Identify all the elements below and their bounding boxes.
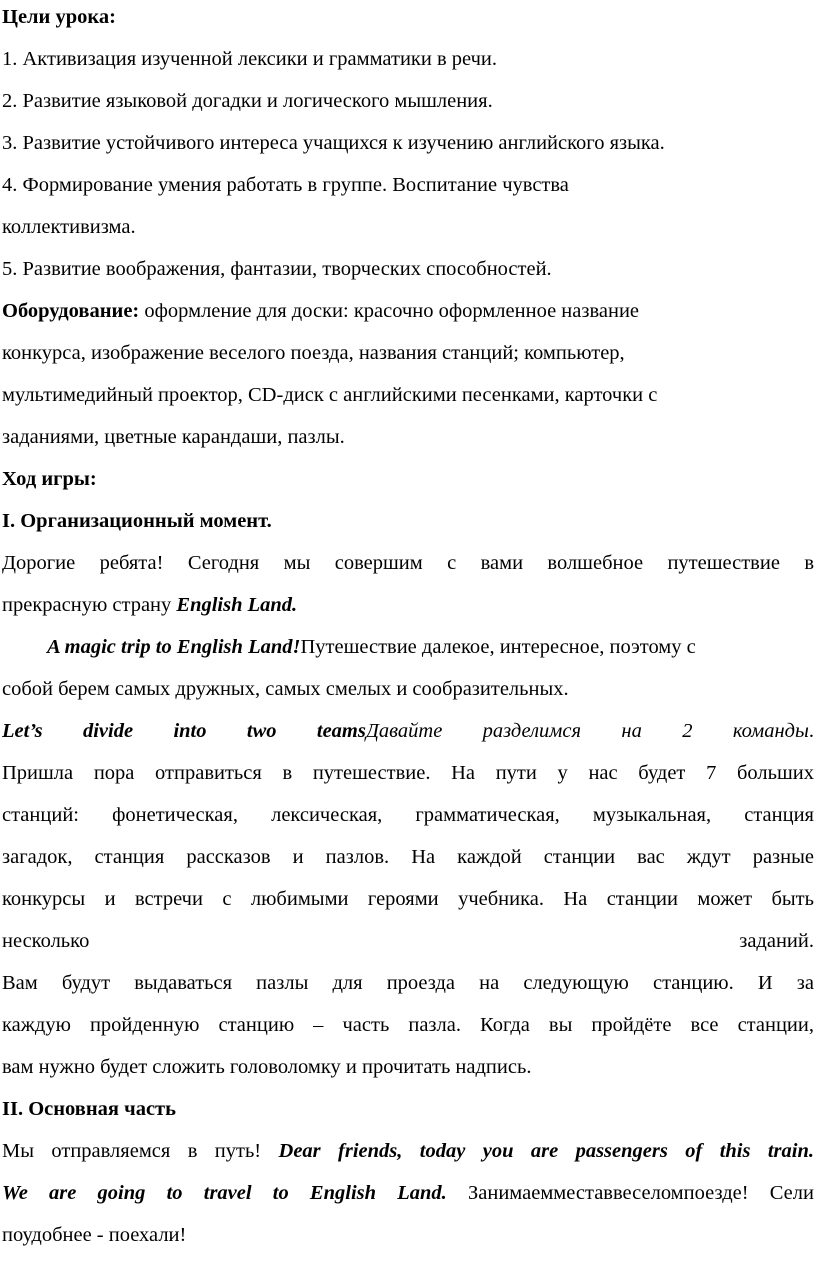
part1-tail-line-2: каждую пройденную станцию – часть пазла. Когда вы пройдёте все станции, — [2, 1014, 814, 1036]
goal-item-5: 5. Развитие воображения, фантазии, творческих способностей. — [2, 258, 552, 280]
equipment-line-2: конкурса, изображение веселого поезда, названия станций; компьютер, — [2, 342, 625, 364]
equipment-line-4: заданиями, цветные карандаши, пазлы. — [2, 426, 345, 448]
part2-line-2 — [2, 1172, 814, 1214]
part2-line1-text: Мы отправляемся в путь! — [2, 1140, 279, 1162]
equipment-line-1 — [2, 290, 814, 332]
equipment-text-1: оформление для доски: красочно оформленное название — [139, 300, 640, 322]
goal-item-3: 3. Развитие устойчивого интереса учащихся к изучению английского языка. — [2, 132, 665, 154]
goal-item-4-continued: коллективизма. — [2, 216, 136, 238]
part1-body-line-2: станций: фонетическая, лексическая, грамматическая, музыкальная, станция — [2, 804, 814, 826]
teams-dot: . — [808, 720, 814, 742]
teams-line — [2, 710, 814, 752]
goals-heading: Цели урока: — [2, 6, 116, 28]
part1-last-line: вам нужно будет сложить головоломку и прочитать надпись. — [2, 1056, 532, 1078]
part1-body-line-5 — [2, 920, 814, 962]
part1-paragraph-1-line-1: Дорогие ребята! Сегодня мы совершим с вами волшебное путешествие в — [2, 552, 814, 574]
part1-body-line-1: Пришла пора отправиться в путешествие. На пути у нас будет 7 больших — [2, 762, 814, 784]
part1-heading: I. Организационный момент. — [2, 510, 272, 532]
part1-body-line-3: загадок, станция рассказов и пазлов. На каждой станции вас ждут разные — [2, 846, 814, 868]
part2-line-3: поудобнее - поехали! — [2, 1224, 187, 1246]
part2-line2-text: Занимаемместаввеселомпоезде! Сели — [446, 1182, 814, 1204]
english-land-title: English Land. — [176, 594, 298, 616]
travel-phrase: We are going to travel to English Land. — [2, 1182, 447, 1204]
dear-friends-phrase: Dear friends, today you are passengers of this train. — [278, 1140, 814, 1162]
magic-trip-phrase: A magic trip to English Land! — [47, 636, 301, 658]
part1-p1-text: прекрасную страну — [2, 594, 177, 616]
part2-heading: II. Основная часть — [2, 1098, 176, 1120]
part1-paragraph-2-line-1 — [2, 626, 814, 668]
equipment-line-3: мультимедийный проектор, CD-диск с английскими песенками, карточки с — [2, 384, 658, 406]
teams-phrase-ru: Давайте разделимся на 2 команды — [365, 720, 809, 742]
part1-paragraph-1-line-2 — [2, 584, 814, 626]
teams-phrase-en: Let’s divide into two teams — [2, 720, 366, 742]
tasks-word: заданий. — [739, 930, 814, 952]
several-word: несколько — [2, 930, 90, 952]
part1-body-line-4: конкурсы и встречи с любимыми героями учебника. На станции может быть — [2, 888, 814, 910]
part1-p2-text: Путешествие далекое, интересное, поэтому с — [300, 636, 696, 658]
equipment-label: Оборудование: — [2, 300, 140, 322]
course-heading: Ход игры: — [2, 468, 97, 490]
goal-item-4: 4. Формирование умения работать в группе. Воспитание чувства — [2, 174, 569, 196]
part1-paragraph-2-line-2: собой берем самых дружных, самых смелых и сообразительных. — [2, 678, 569, 700]
part2-line-1 — [2, 1130, 814, 1172]
goal-item-1: 1. Активизация изученной лексики и грамматики в речи. — [2, 48, 498, 70]
goal-item-2: 2. Развитие языковой догадки и логического мышления. — [2, 90, 493, 112]
part1-tail-line-1: Вам будут выдаваться пазлы для проезда на следующую станцию. И за — [2, 972, 814, 994]
